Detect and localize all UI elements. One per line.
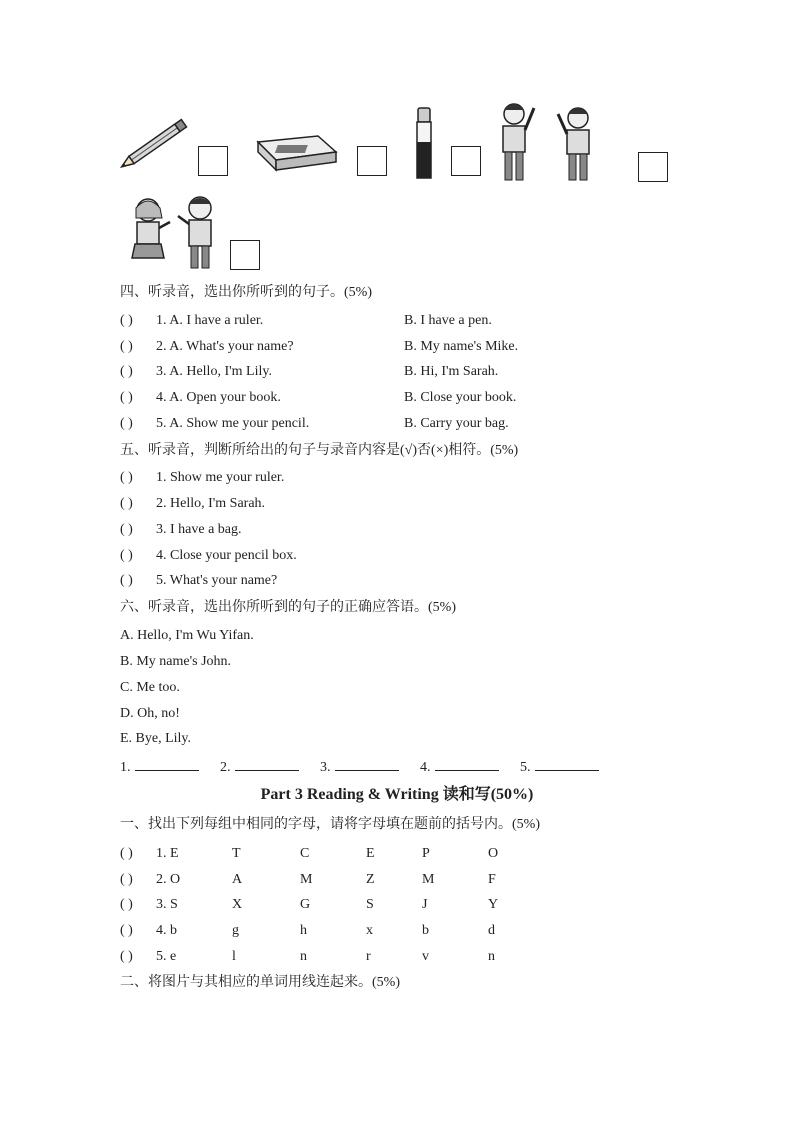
answer-paren[interactable]: ( ) <box>120 897 133 912</box>
option-a: 5. A. Show me your pencil. <box>156 416 310 431</box>
answer-box-1[interactable] <box>198 146 228 176</box>
response-option-c: C. Me too. <box>120 680 180 695</box>
answer-paren[interactable]: ( ) <box>120 846 133 861</box>
letter-choice: d <box>488 923 495 938</box>
letter-choice: Z <box>366 872 375 887</box>
section4-item-2-b: B. My name's Mike. <box>404 339 519 354</box>
section5-item-1 <box>120 465 284 491</box>
response-option-e: E. Bye, Lily. <box>120 731 192 746</box>
letter-choice: l <box>232 949 236 964</box>
answer-number: 1. <box>120 760 131 775</box>
answer-paren[interactable]: ( ) <box>120 923 133 938</box>
section6-heading: 六、听录音，选出你所听到的句子的正确应答语。(5%) <box>120 600 456 615</box>
answer-paren[interactable]: ( ) <box>120 949 133 964</box>
section5-item-2 <box>120 491 265 517</box>
letter-choice: b <box>422 923 429 938</box>
letter-row-5 <box>120 944 176 970</box>
answer-number: 5. <box>520 760 531 775</box>
option-a: 4. A. Open your book. <box>156 390 281 405</box>
sentence: 3. I have a bag. <box>156 522 242 537</box>
answer-paren[interactable]: ( ) <box>120 872 133 887</box>
sentence: 2. Hello, I'm Sarah. <box>156 496 266 511</box>
letter-choice: J <box>422 897 428 912</box>
response-option-b: B. My name's John. <box>120 654 232 669</box>
blank-line[interactable] <box>535 756 599 771</box>
section4-item-1-b: B. I have a pen. <box>404 313 492 328</box>
letter-choice: O <box>488 846 499 861</box>
section5-item-4 <box>120 543 297 569</box>
letter-row-2 <box>120 867 180 893</box>
marker-picture <box>412 104 436 182</box>
answer-box-3[interactable] <box>451 146 481 176</box>
answer-paren[interactable]: ( ) <box>120 313 133 328</box>
answer-paren[interactable]: ( ) <box>120 364 133 379</box>
part3-title: Part 3 Reading & Writing 读和写(50%) <box>260 786 534 803</box>
section5-heading: 五、听录音，判断所给出的句子与录音内容是(√)否(×)相符。(5%) <box>120 443 519 458</box>
section4-item-5 <box>120 411 309 437</box>
answer-blank-3[interactable] <box>320 756 399 778</box>
matching-section-heading: 二、将图片与其相应的单词用线连起来。(5%) <box>120 975 400 990</box>
answer-paren[interactable]: ( ) <box>120 339 133 354</box>
boys-waving-picture <box>488 96 616 182</box>
answer-number: 3. <box>320 760 331 775</box>
section4-heading: 四、听录音，选出你所听到的句子。(5%) <box>120 285 372 300</box>
answer-box-4[interactable] <box>638 152 668 182</box>
option-a: 2. A. What's your name? <box>156 339 294 354</box>
answer-paren[interactable]: ( ) <box>120 390 133 405</box>
section5-item-3 <box>120 517 242 543</box>
section4-item-3-b: B. Hi, I'm Sarah. <box>404 364 499 379</box>
letter-row-3 <box>120 892 178 918</box>
letters-section-heading: 一、找出下列每组中相同的字母，请将字母填在题前的括号内。(5%) <box>120 817 540 832</box>
letter-choice: M <box>422 872 435 887</box>
section4-item-4 <box>120 385 281 411</box>
letter-choice: M <box>300 872 313 887</box>
answer-box-5[interactable] <box>230 240 260 270</box>
section4-item-5-b: B. Carry your bag. <box>404 416 509 431</box>
row-target-letter: 1. E <box>156 846 179 861</box>
answer-paren[interactable]: ( ) <box>120 470 133 485</box>
answer-number: 2. <box>220 760 231 775</box>
answer-paren[interactable]: ( ) <box>120 522 133 537</box>
sentence: 5. What's your name? <box>156 573 278 588</box>
answer-blank-2[interactable] <box>220 756 299 778</box>
answer-paren[interactable]: ( ) <box>120 416 133 431</box>
letter-choice: x <box>366 923 373 938</box>
section4-item-4-b: B. Close your book. <box>404 390 517 405</box>
girl-boy-greeting-picture <box>124 192 224 270</box>
answer-number: 4. <box>420 760 431 775</box>
letter-choice: P <box>422 846 430 861</box>
sentence: 4. Close your pencil box. <box>156 548 297 563</box>
letter-choice: X <box>232 897 243 912</box>
answer-paren[interactable]: ( ) <box>120 573 133 588</box>
blank-line[interactable] <box>135 756 199 771</box>
letter-choice: S <box>366 897 374 912</box>
sentence: 1. Show me your ruler. <box>156 470 285 485</box>
answer-blank-4[interactable] <box>420 756 499 778</box>
letter-choice: g <box>232 923 239 938</box>
letter-choice: A <box>232 872 243 887</box>
letter-choice: n <box>488 949 495 964</box>
letter-choice: T <box>232 846 241 861</box>
answer-blank-5[interactable] <box>520 756 599 778</box>
letter-choice: v <box>422 949 429 964</box>
option-a: 3. A. Hello, I'm Lily. <box>156 364 272 379</box>
blank-line[interactable] <box>235 756 299 771</box>
response-option-a: A. Hello, I'm Wu Yifan. <box>120 628 254 643</box>
row-target-letter: 3. S <box>156 897 178 912</box>
letter-choice: n <box>300 949 307 964</box>
response-option-d: D. Oh, no! <box>120 706 180 721</box>
letter-choice: F <box>488 872 496 887</box>
letter-choice: Y <box>488 897 499 912</box>
letter-choice: E <box>366 846 375 861</box>
letter-choice: G <box>300 897 311 912</box>
row-target-letter: 4. b <box>156 923 177 938</box>
letter-row-4 <box>120 918 177 944</box>
letter-choice: r <box>366 949 371 964</box>
pencil-box-picture <box>252 128 342 176</box>
answer-blank-1[interactable] <box>120 756 199 778</box>
answer-paren[interactable]: ( ) <box>120 496 133 511</box>
letter-row-1 <box>120 841 179 867</box>
row-target-letter: 2. O <box>156 872 181 887</box>
letter-choice: C <box>300 846 310 861</box>
answer-box-2[interactable] <box>357 146 387 176</box>
section4-item-2 <box>120 334 294 360</box>
blank-line[interactable] <box>435 756 499 771</box>
blank-line[interactable] <box>335 756 399 771</box>
section5-item-5 <box>120 568 277 594</box>
section4-item-3 <box>120 359 272 385</box>
section4-item-1 <box>120 308 263 334</box>
pencil-picture <box>120 104 196 180</box>
row-target-letter: 5. e <box>156 949 177 964</box>
option-a: 1. A. I have a ruler. <box>156 313 264 328</box>
answer-paren[interactable]: ( ) <box>120 548 133 563</box>
letter-choice: h <box>300 923 307 938</box>
